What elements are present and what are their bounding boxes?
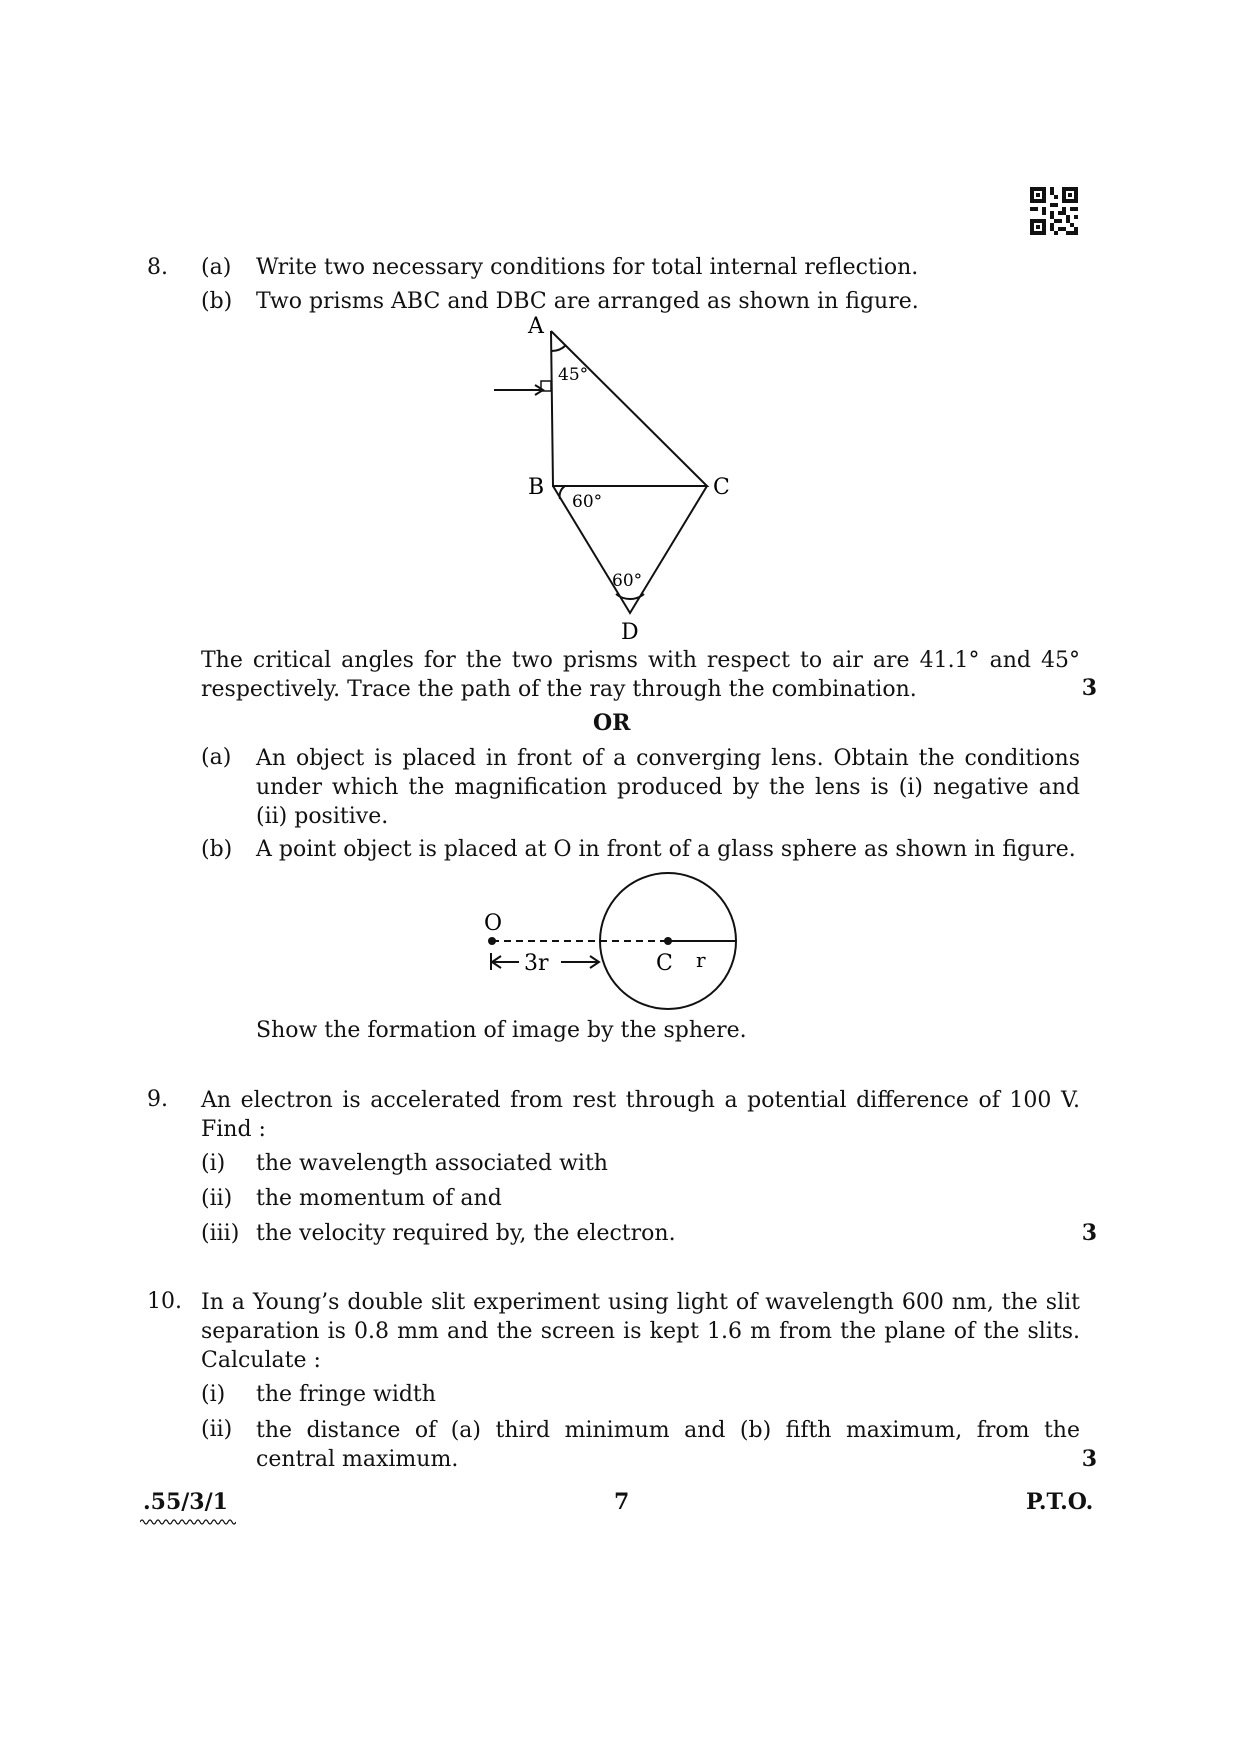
item-label: (a) [201,255,232,280]
item-text: the fringe width [256,1382,436,1407]
qr-code-icon [1030,187,1078,235]
question-text: Show the formation of image by the sphere. [256,1018,747,1043]
paper-code: .55/3/1 [143,1489,228,1515]
vertex-label: D [621,620,639,645]
question-text [256,744,1080,831]
text-line: (ii) positive. [256,804,389,829]
question-paragraph [201,646,1080,704]
text-line: Find : [201,1117,266,1142]
angle-label: 45° [558,365,589,385]
text-line: An object is placed in front of a converging lens. Obtain the conditions [256,746,1080,771]
item-text: the velocity required by, the electron. [256,1221,676,1246]
marks: 3 [1081,675,1097,701]
question-number: 10. [147,1289,182,1314]
question-text: A point object is placed at O in front of a glass sphere as shown in figure. [256,837,1076,862]
question-text: Write two necessary conditions for total internal reflection. [256,255,919,280]
text-line: In a Young’s double slit experiment using light of wavelength 600 nm, the slit [201,1290,1080,1315]
marks: 3 [1081,1220,1097,1246]
text-line: Calculate : [201,1348,321,1373]
item-text: the momentum of and [256,1186,502,1211]
para-line: respectively. Trace the path of the ray through the combination. [201,677,917,702]
question-text: Two prisms ABC and DBC are arranged as shown in figure. [256,289,919,314]
text-line: An electron is accelerated from rest through a potential difference of 100 V. [201,1088,1080,1113]
question-text [201,1288,1080,1375]
item-label: (a) [201,745,232,770]
text-line: central maximum. [256,1447,459,1472]
vertex-label: C [713,475,730,500]
item-label: (b) [201,837,233,862]
distance-label: 3r [524,951,549,976]
page-number: 7 [614,1489,630,1515]
item-text: the wavelength associated with [256,1151,608,1176]
question-text [201,1086,1080,1144]
item-label: (ii) [201,1417,233,1442]
point-label: O [484,911,503,936]
text-line: separation is 0.8 mm and the screen is kept 1.6 m from the plane of the slits. [201,1319,1080,1344]
para-line: The critical angles for the two prisms with respect to air are 41.1° and 45° [201,648,1080,673]
question-number: 9. [147,1087,168,1112]
angle-label: 60° [572,492,603,512]
vertex-label: B [528,475,545,500]
prism-diagram [480,315,750,645]
item-label: (ii) [201,1186,233,1211]
text-line: the distance of (a) third minimum and (b) fifth maximum, from the [256,1418,1080,1443]
radius-label: r [696,948,706,972]
glass-sphere-diagram [470,870,750,1010]
item-label: (b) [201,289,233,314]
marks: 3 [1081,1446,1097,1472]
item-label: (i) [201,1382,226,1407]
item-label: (iii) [201,1221,240,1246]
wavy-underline [140,1518,236,1526]
point-label: C [656,951,673,976]
pto-label: P.T.O. [1026,1489,1094,1515]
question-number: 8. [147,255,168,280]
item-label: (i) [201,1151,226,1176]
vertex-label: A [528,315,544,339]
text-line: under which the magnification produced by the lens is (i) negative and [256,775,1080,800]
item-text [256,1416,1080,1474]
angle-label: 60° [612,571,643,591]
or-divider: OR [593,710,631,736]
